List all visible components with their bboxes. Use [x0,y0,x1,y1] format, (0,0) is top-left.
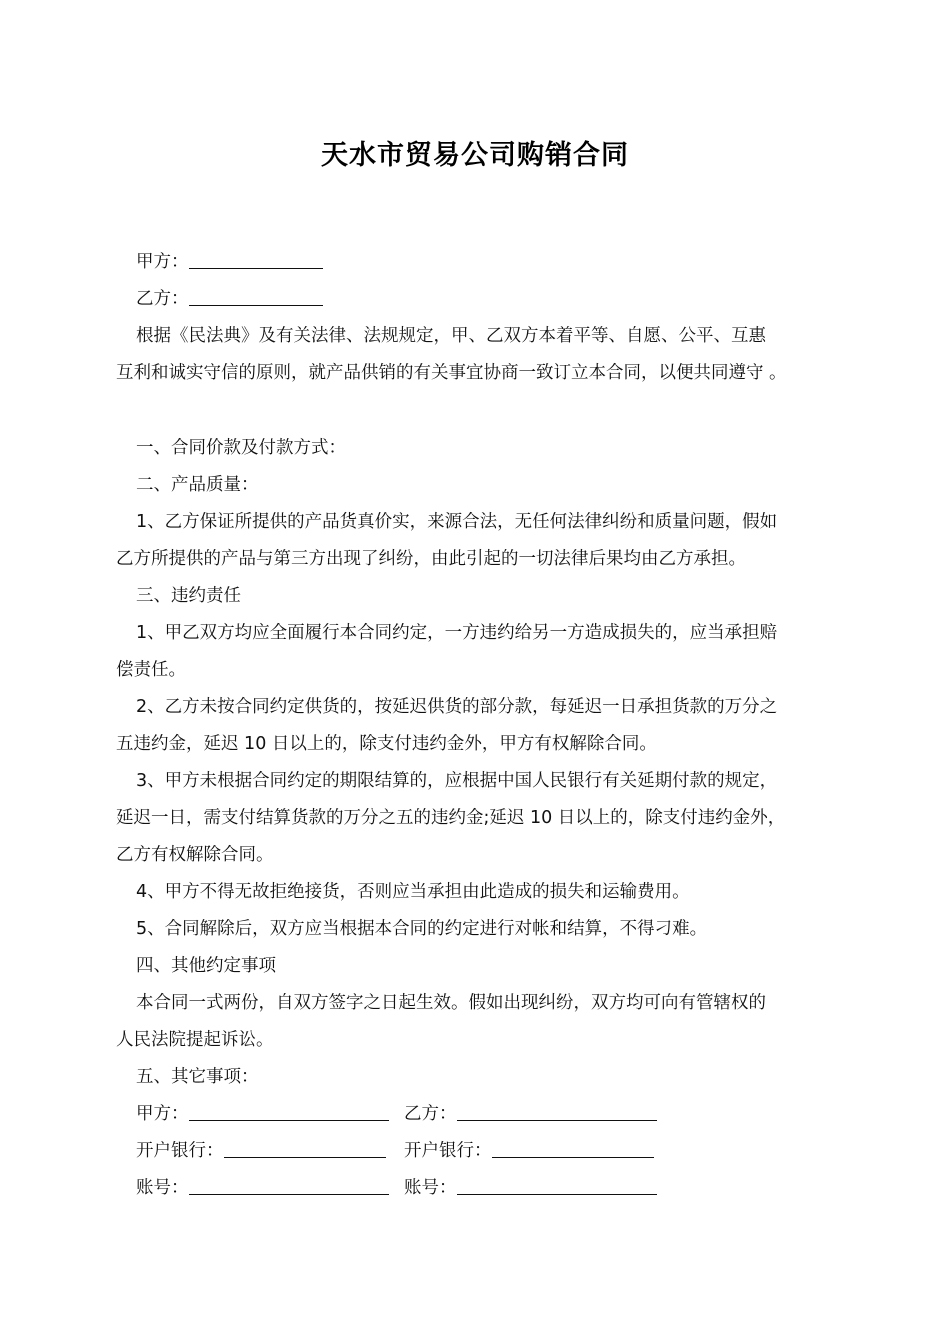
section-2-heading: 二、产品质量： [136,475,259,495]
liability-1-line-2: 偿责任。 [116,660,186,680]
party-b-label: 乙方： [136,289,189,309]
account-a-blank [189,1176,389,1195]
liability-3-line-1: 3、甲方未根据合同约定的期限结算的，应根据中国人民银行有关延期付款的规定， [136,771,778,791]
document-body [116,244,846,1207]
account-b-label: 账号： [404,1178,457,1198]
signature-party-b-blank [457,1102,657,1121]
bank-b-group [404,1133,654,1170]
intro-line-2: 互利和诚实守信的原则，就产品供销的有关事宜协商一致订立本合同，以便共同遵守 。 [116,363,787,383]
document-title: 天水市贸易公司购销合同 [321,140,629,171]
intro-line-1: 根据《民法典》及有关法律、法规规定，甲、乙双方本着平等、自愿、公平、互惠 [136,326,766,346]
other-line-2: 人民法院提起诉讼。 [116,1030,274,1050]
liability-3-line-3: 乙方有权解除合同。 [116,845,274,865]
other-line-1: 本合同一式两份，自双方签字之日起生效。假如出现纠纷，双方均可向有管辖权的 [136,993,766,1013]
account-b-group [404,1170,657,1207]
signature-party-a-blank [189,1102,389,1121]
signature-party-b-group [404,1096,657,1133]
signature-account-row [116,1170,846,1207]
quality-line-1: 1、乙方保证所提供的产品货真价实，来源合法，无任何法律纠纷和质量问题，假如 [136,512,778,532]
party-b-blank [189,287,323,306]
signature-party-row [116,1096,846,1133]
section-5-heading: 五、其它事项： [136,1067,259,1087]
bank-a-blank [224,1139,386,1158]
signature-party-b-label: 乙方： [404,1104,457,1124]
section-3-heading: 三、违约责任 [136,586,241,606]
party-a-line [116,244,846,281]
party-a-label: 甲方： [136,252,189,272]
paragraph-gap [116,392,846,430]
liability-4-line: 4、甲方不得无故拒绝接货，否则应当承担由此造成的损失和运输费用。 [136,882,690,902]
liability-5-line: 5、合同解除后，双方应当根据本合同的约定进行对帐和结算，不得刁难。 [136,919,708,939]
signature-party-a-label: 甲方： [136,1104,189,1124]
liability-1-line-1: 1、甲乙双方均应全面履行本合同约定，一方违约给另一方造成损失的，应当承担赔 [136,623,778,643]
party-b-line [116,281,846,318]
liability-2-line-1: 2、乙方未按合同约定供货的，按延迟供货的部分款，每延迟一日承担货款的万分之 [136,697,778,717]
account-a-label: 账号： [136,1178,189,1198]
bank-b-label: 开户银行： [404,1141,492,1161]
section-1-heading: 一、合同价款及付款方式： [136,438,346,458]
liability-3-line-2: 延迟一日，需支付结算货款的万分之五的违约金;延迟 10 日以上的，除支付违约金外， [116,808,786,828]
party-a-blank [189,250,323,269]
liability-2-line-2: 五违约金，延迟 10 日以上的，除支付违约金外，甲方有权解除合同。 [116,734,657,754]
quality-line-2: 乙方所提供的产品与第三方出现了纠纷，由此引起的一切法律后果均由乙方承担。 [116,549,746,569]
account-b-blank [457,1176,657,1195]
signature-bank-row [116,1133,846,1170]
bank-b-blank [492,1139,654,1158]
section-4-heading: 四、其他约定事项 [136,956,276,976]
bank-a-label: 开户银行： [136,1141,224,1161]
